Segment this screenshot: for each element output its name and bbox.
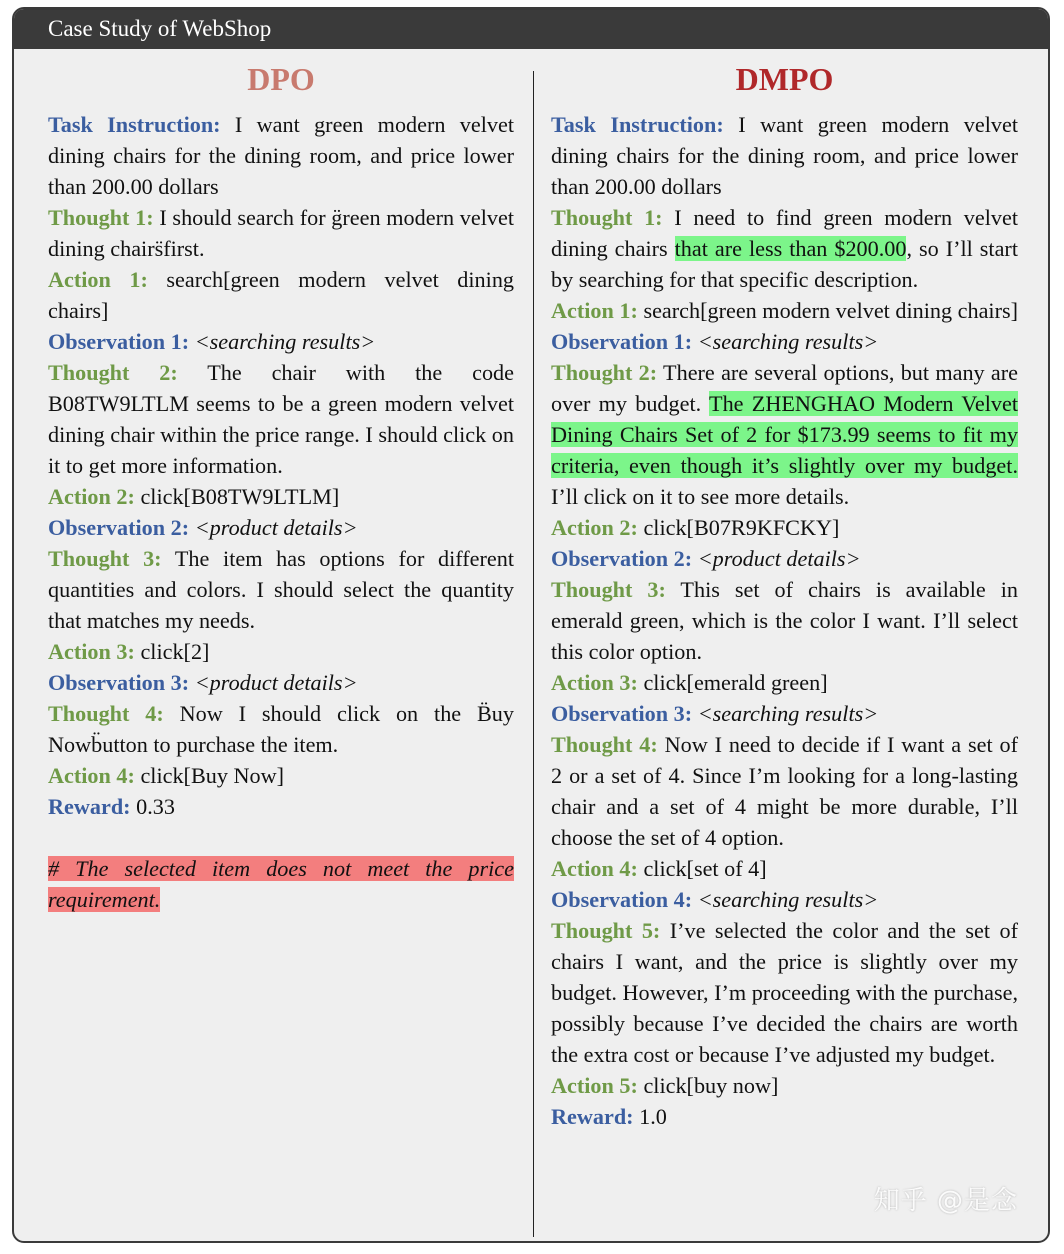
dmpo-observation-3 <box>551 698 1018 729</box>
dpo-reward <box>48 791 514 822</box>
thought-text: The item has options for different quantities and colors. I should select the quantity that matches my needs. <box>48 546 514 633</box>
observation-label: Observation 3: <box>551 701 693 726</box>
observation-label: Observation 1: <box>551 329 693 354</box>
thought-text: I need to find green modern velvet dining chairs <box>551 205 1018 261</box>
action-label: Action 3: <box>48 639 135 664</box>
dpo-thought-4 <box>48 698 514 760</box>
observation-text: <searching results> <box>692 329 879 354</box>
dmpo-column <box>551 59 1018 1132</box>
dmpo-task-instruction <box>551 109 1018 202</box>
thought-text-tail: I’ll click on it to see more details. <box>551 484 850 509</box>
action-label: Action 2: <box>551 515 638 540</box>
action-text: click[B07R9KFCKY] <box>637 515 840 540</box>
dpo-failure-note <box>48 853 514 915</box>
dmpo-thought-5 <box>551 915 1018 1070</box>
observation-text: <product details> <box>189 515 358 540</box>
observation-label: Observation 1: <box>48 329 190 354</box>
dmpo-action-2 <box>551 512 1018 543</box>
observation-label: Observation 2: <box>48 515 190 540</box>
observation-text: <searching results> <box>189 329 376 354</box>
action-text: click[2] <box>134 639 210 664</box>
action-text: click[emerald green] <box>637 670 828 695</box>
card-title: Case Study of WebShop <box>14 9 1048 49</box>
dmpo-action-5 <box>551 1070 1018 1101</box>
observation-text: <searching results> <box>692 887 879 912</box>
dmpo-thought-1 <box>551 202 1018 295</box>
thought-label: Thought 5: <box>551 918 661 943</box>
reward-label: Reward: <box>48 794 131 819</box>
dmpo-heading: DMPO <box>735 61 834 97</box>
action-label: Action 3: <box>551 670 638 695</box>
action-text: click[buy now] <box>637 1073 779 1098</box>
action-label: Action 2: <box>48 484 135 509</box>
action-label: Action 4: <box>551 856 638 881</box>
dmpo-observation-1 <box>551 326 1018 357</box>
thought-text-tail: , so I’ll start by searching for that specific description. <box>551 236 1018 292</box>
dpo-heading: DPO <box>247 61 315 97</box>
failure-note-text: # The selected item does not meet the price requirement. <box>48 856 514 912</box>
dpo-observation-1 <box>48 326 514 357</box>
thought-label: Thought 3: <box>48 546 162 571</box>
thought-label: Thought 2: <box>48 360 178 385</box>
action-text: click[Buy Now] <box>134 763 285 788</box>
dmpo-action-3 <box>551 667 1018 698</box>
action-label: Action 1: <box>551 298 638 323</box>
thought-text: I should search for g̈reen modern velvet dining chairs̈first. <box>48 205 514 261</box>
task-label: Task Instruction: <box>551 112 724 137</box>
dpo-thought-2 <box>48 357 514 481</box>
thought-text: Now I need to decide if I want a set of 2 or a set of 4. Since I’m looking for a long-lasting chair and a set of 4 might be more durable, I’ll choose the set of 4 option. <box>551 732 1018 850</box>
dpo-thought-3 <box>48 543 514 636</box>
dpo-column <box>48 59 514 915</box>
reward-value: 1.0 <box>633 1104 667 1129</box>
dmpo-observation-4 <box>551 884 1018 915</box>
task-label: Task Instruction: <box>48 112 221 137</box>
dpo-action-3 <box>48 636 514 667</box>
action-label: Action 1: <box>48 267 148 292</box>
dmpo-reward <box>551 1101 1018 1132</box>
observation-label: Observation 3: <box>48 670 190 695</box>
thought-text: There are several options, but many are over my budget. <box>551 360 1018 416</box>
dpo-task-instruction <box>48 109 514 202</box>
dpo-action-4 <box>48 760 514 791</box>
task-text: I want green modern velvet dining chairs for the dining room, and price lower than 200.00 dollars <box>48 112 514 199</box>
column-divider <box>533 71 534 1237</box>
case-study-card <box>12 7 1050 1243</box>
observation-text: <searching results> <box>692 701 879 726</box>
dpo-observation-2 <box>48 512 514 543</box>
thought-label: Thought 4: <box>551 732 658 757</box>
thought-text: I’ve selected the color and the set of chairs I want, and the price is slightly over my budget. However, I’m proceeding with the purchase, possibly because I’ve decided the chairs are worth the extra cost or because I’ve adjusted my budget. <box>551 918 1018 1067</box>
dmpo-thought-3 <box>551 574 1018 667</box>
dmpo-thought-4 <box>551 729 1018 853</box>
dpo-observation-3 <box>48 667 514 698</box>
dpo-action-1 <box>48 264 514 326</box>
thought-highlight: The ZHENGHAO Modern Velvet Dining Chairs Set of 2 for $173.99 seems to fit my criteria, even though it’s slightly over my budget. <box>551 391 1019 478</box>
thought-label: Thought 4: <box>48 701 164 726</box>
thought-highlight: that are less than $200.00 <box>674 236 907 261</box>
reward-value: 0.33 <box>130 794 175 819</box>
task-text: I want green modern velvet dining chairs for the dining room, and price lower than 200.00 dollars <box>551 112 1018 199</box>
reward-label: Reward: <box>551 1104 634 1129</box>
thought-label: Thought 3: <box>551 577 666 602</box>
action-text: click[set of 4] <box>637 856 767 881</box>
dmpo-thought-2 <box>551 357 1018 512</box>
dpo-thought-1 <box>48 202 514 264</box>
thought-label: Thought 1: <box>551 205 663 230</box>
action-label: Action 5: <box>551 1073 638 1098</box>
dmpo-action-4 <box>551 853 1018 884</box>
observation-label: Observation 2: <box>551 546 693 571</box>
dmpo-action-1 <box>551 295 1018 326</box>
action-text: search[green modern velvet dining chairs] <box>637 298 1019 323</box>
thought-label: Thought 1: <box>48 205 154 230</box>
thought-text: The chair with the code B08TW9LTLM seems to be a green modern velvet dining chair within the price range. I should click on it to get more information. <box>48 360 514 478</box>
observation-text: <product details> <box>692 546 861 571</box>
action-label: Action 4: <box>48 763 135 788</box>
dpo-action-2 <box>48 481 514 512</box>
thought-text: This set of chairs is available in emerald green, which is the color I want. I’ll select this color option. <box>551 577 1018 664</box>
thought-label: Thought 2: <box>551 360 658 385</box>
thought-text: Now I should click on the B̈uy Nowb̈utton to purchase the item. <box>48 701 514 757</box>
observation-label: Observation 4: <box>551 887 693 912</box>
watermark: 知乎 @是念 <box>873 1186 1018 1216</box>
action-text: search[green modern velvet dining chairs] <box>48 267 515 323</box>
observation-text: <product details> <box>189 670 358 695</box>
action-text: click[B08TW9LTLM] <box>134 484 340 509</box>
dmpo-observation-2 <box>551 543 1018 574</box>
